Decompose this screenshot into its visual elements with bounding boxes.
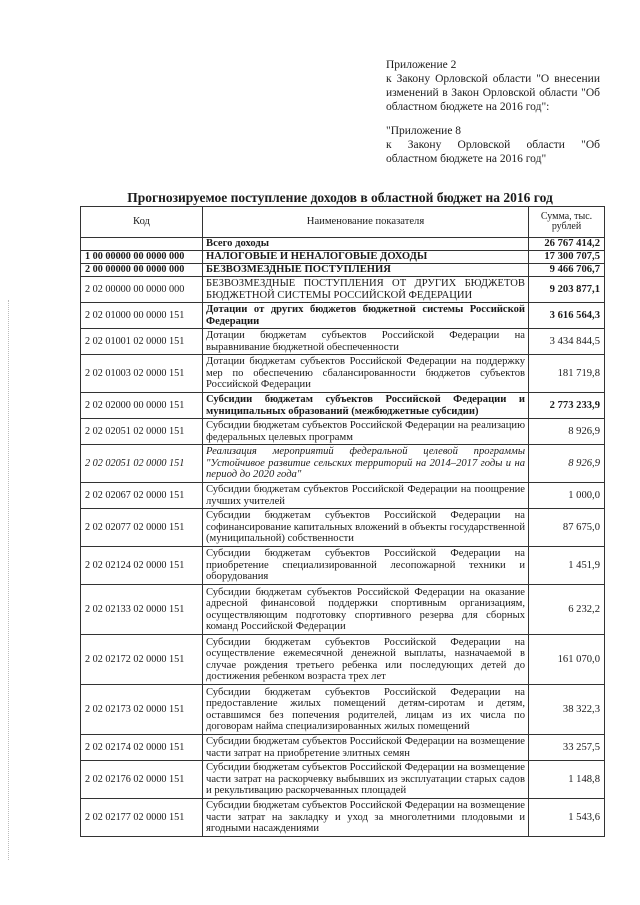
row-code: 2 02 02176 02 0000 151: [81, 761, 203, 799]
table-row: [81, 329, 605, 355]
row-amount: 8 926,9: [529, 419, 605, 445]
table-row: [81, 355, 605, 393]
row-name: Субсидии бюджетам субъектов Российской Федерации на оказание адресной финансовой поддержки спортивным организациям, осуществляющим подготовку спортивного резерва для сборных команд Российской Федерации: [203, 585, 529, 635]
row-name: Дотации от других бюджетов бюджетной системы Российской Федерации: [203, 303, 529, 329]
row-name: Субсидии бюджетам субъектов Российской Федерации на возмещение части затрат на закладку и уход за многолетними плодовыми и ягодными насаждениями: [203, 799, 529, 837]
row-code: 2 02 02172 02 0000 151: [81, 635, 203, 685]
row-code: [81, 238, 203, 251]
row-name: Субсидии бюджетам субъектов Российской Федерации на реализацию федеральных целевых программ: [203, 419, 529, 445]
row-name: Дотации бюджетам субъектов Российской Федерации на поддержку мер по обеспечению сбалансированности бюджетов субъектов Российской Федерации: [203, 355, 529, 393]
appendix-2-label: Приложение 2: [386, 59, 457, 71]
row-amount: 38 322,3: [529, 685, 605, 735]
header-sum: Сумма, тыс. рублей: [529, 207, 605, 238]
row-code: 2 02 02051 02 0000 151: [81, 419, 203, 445]
table-header-row: [81, 207, 605, 238]
row-amount: 9 466 706,7: [529, 264, 605, 277]
table-row: [81, 445, 605, 483]
row-code: 2 02 00000 00 0000 000: [81, 277, 203, 303]
row-code: 2 02 02124 02 0000 151: [81, 547, 203, 585]
row-name: Субсидии бюджетам субъектов Российской Федерации на возмещение части затрат на приобретение элитных семян: [203, 735, 529, 761]
row-code: 2 02 02077 02 0000 151: [81, 509, 203, 547]
table-row: [81, 735, 605, 761]
table-row: [81, 277, 605, 303]
row-code: 2 02 01003 02 0000 151: [81, 355, 203, 393]
row-code: 2 02 02177 02 0000 151: [81, 799, 203, 837]
table-row: [81, 761, 605, 799]
appendix-header: [386, 58, 600, 166]
row-name: Субсидии бюджетам субъектов Российской Федерации на поощрение лучших учителей: [203, 483, 529, 509]
table-row: [81, 251, 605, 264]
row-amount: 17 300 707,5: [529, 251, 605, 264]
table-row: [81, 547, 605, 585]
row-name: Субсидии бюджетам субъектов Российской Федерации на приобретение специализированной лесопожарной техники и оборудования: [203, 547, 529, 585]
row-code: 2 02 02133 02 0000 151: [81, 585, 203, 635]
row-code: 2 02 02067 02 0000 151: [81, 483, 203, 509]
row-code: 2 02 01000 00 0000 151: [81, 303, 203, 329]
appendix-8-label: "Приложение 8: [386, 125, 462, 137]
table-row: [81, 483, 605, 509]
row-name: Субсидии бюджетам субъектов Российской Федерации на софинансирование капитальных вложений в объекты государственной (муниципальной) собственности: [203, 509, 529, 547]
appendix-8-law-ref: к Закону Орловской области "Об областном бюджете на 2016 год": [386, 139, 600, 165]
table-row: [81, 799, 605, 837]
table-row: [81, 303, 605, 329]
row-code: 2 00 00000 00 0000 000: [81, 264, 203, 277]
row-amount: 9 203 877,1: [529, 277, 605, 303]
header-code: Код: [81, 207, 203, 238]
scan-edge-mark: [8, 300, 10, 860]
row-code: 2 02 01001 02 0000 151: [81, 329, 203, 355]
row-name: БЕЗВОЗМЕЗДНЫЕ ПОСТУПЛЕНИЯ ОТ ДРУГИХ БЮДЖЕТОВ БЮДЖЕТНОЙ СИСТЕМЫ РОССИЙСКОЙ ФЕДЕРАЦИИ: [203, 277, 529, 303]
row-code: 2 02 02000 00 0000 151: [81, 393, 203, 419]
row-amount: 1 451,9: [529, 547, 605, 585]
row-name: Субсидии бюджетам субъектов Российской Федерации и муниципальных образований (межбюджетные субсидии): [203, 393, 529, 419]
row-name: Субсидии бюджетам субъектов Российской Федерации на возмещение части затрат на раскорчевку выбывших из эксплуатации старых садов и рекультивацию раскорчеванных площадей: [203, 761, 529, 799]
row-name: Субсидии бюджетам субъектов Российской Федерации на предоставление жилых помещений детям-сиротам и детям, оставшимся без попечения родителей, лицам из их числа по договорам найма специализированных жилых помещений: [203, 685, 529, 735]
row-name: БЕЗВОЗМЕЗДНЫЕ ПОСТУПЛЕНИЯ: [203, 264, 529, 277]
table-row: [81, 264, 605, 277]
row-code: 2 02 02051 02 0000 151: [81, 445, 203, 483]
table-row: [81, 635, 605, 685]
table-row: [81, 393, 605, 419]
table-row: [81, 585, 605, 635]
row-amount: 3 434 844,5: [529, 329, 605, 355]
row-amount: 1 000,0: [529, 483, 605, 509]
row-name: НАЛОГОВЫЕ И НЕНАЛОГОВЫЕ ДОХОДЫ: [203, 251, 529, 264]
document-title: Прогнозируемое поступление доходов в областной бюджет на 2016 год: [127, 190, 553, 205]
header-name: Наименование показателя: [203, 207, 529, 238]
row-amount: 181 719,8: [529, 355, 605, 393]
row-amount: 8 926,9: [529, 445, 605, 483]
row-name: Реализация мероприятий федеральной целевой программы "Устойчивое развитие сельских территорий на 2014–2017 годы и на период до 2020 года": [203, 445, 529, 483]
table-row: [81, 419, 605, 445]
table-row: [81, 238, 605, 251]
appendix-2-law-ref: к Закону Орловской области "О внесении изменений в Закон Орловской области "Об областном бюджете на 2016 год":: [386, 73, 600, 113]
row-amount: 1 543,6: [529, 799, 605, 837]
row-amount: 33 257,5: [529, 735, 605, 761]
row-name: Дотации бюджетам субъектов Российской Федерации на выравнивание бюджетной обеспеченности: [203, 329, 529, 355]
row-name: Субсидии бюджетам субъектов Российской Федерации на осуществление ежемесячной денежной выплаты, назначаемой в случае рождения третьего ребенка или последующих детей до достижения ребенком возраста трех лет: [203, 635, 529, 685]
row-amount: 6 232,2: [529, 585, 605, 635]
table-row: [81, 509, 605, 547]
row-amount: 161 070,0: [529, 635, 605, 685]
row-amount: 87 675,0: [529, 509, 605, 547]
row-amount: 26 767 414,2: [529, 238, 605, 251]
row-code: 2 02 02174 02 0000 151: [81, 735, 203, 761]
row-amount: 1 148,8: [529, 761, 605, 799]
table-row: [81, 685, 605, 735]
revenue-table: [80, 206, 605, 837]
row-code: 1 00 00000 00 0000 000: [81, 251, 203, 264]
row-name: Всего доходы: [203, 238, 529, 251]
row-amount: 3 616 564,3: [529, 303, 605, 329]
row-amount: 2 773 233,9: [529, 393, 605, 419]
row-code: 2 02 02173 02 0000 151: [81, 685, 203, 735]
